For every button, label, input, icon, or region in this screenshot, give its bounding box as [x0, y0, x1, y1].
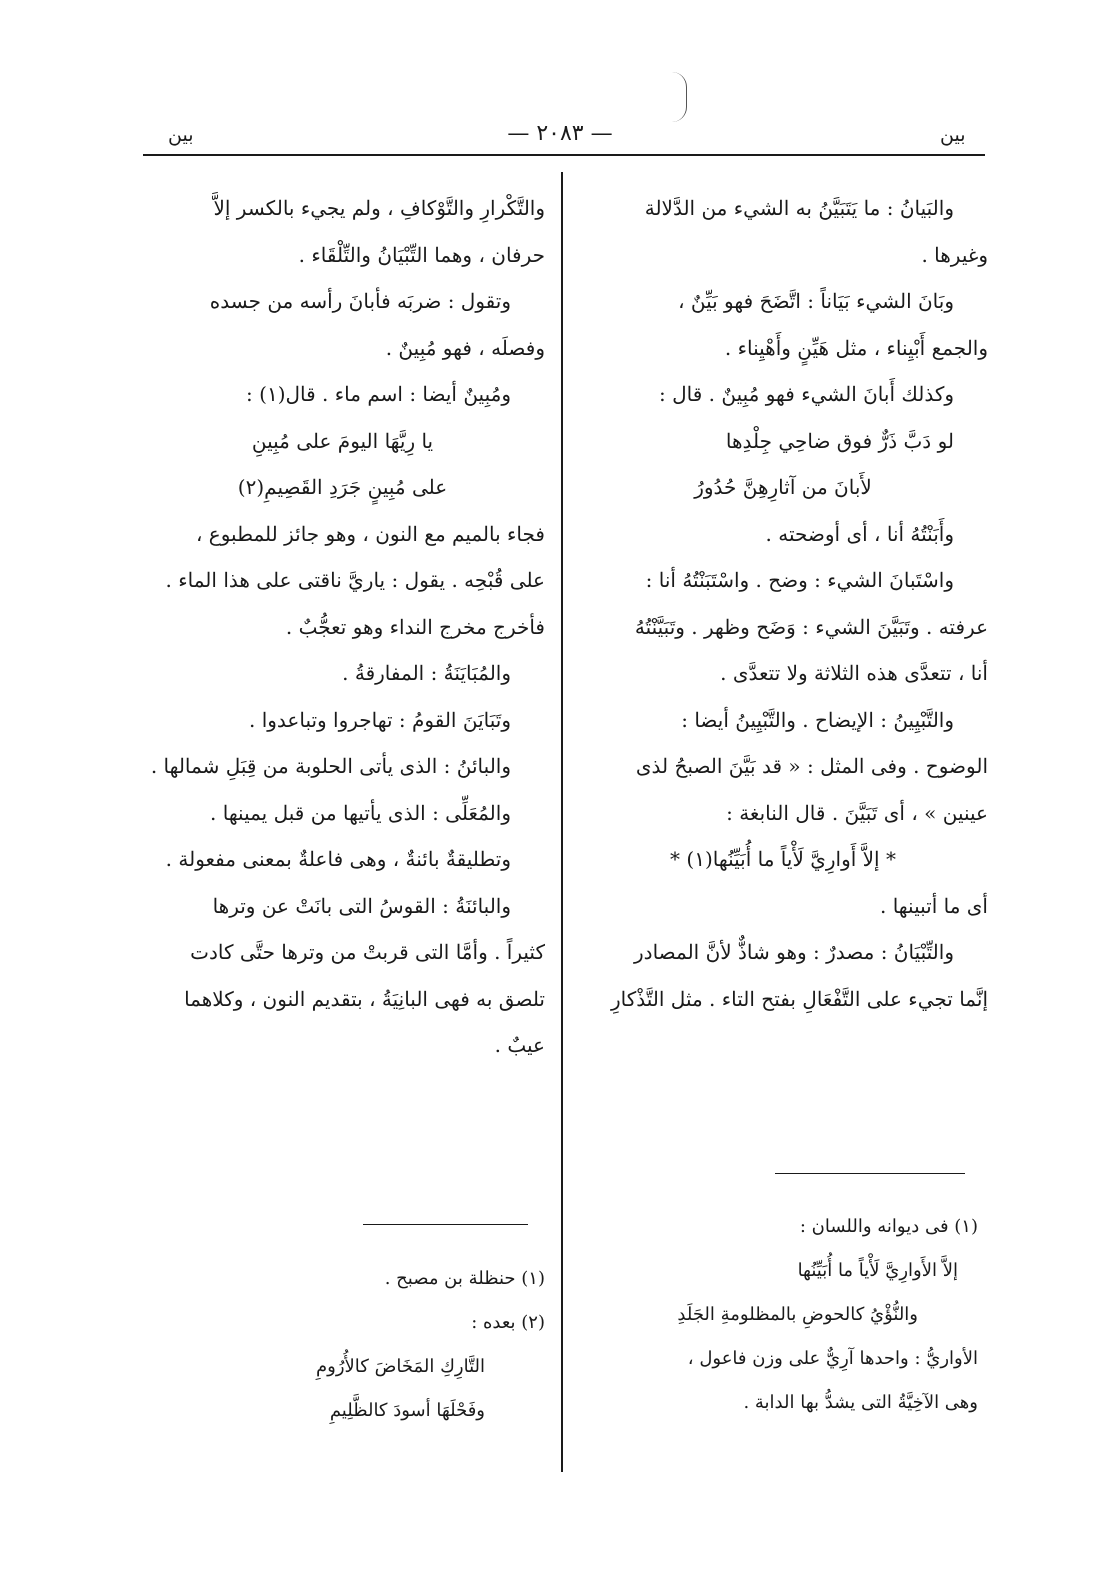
text-line: والتِّبْيَانُ : مصدرٌ : وهو شاذٌّ لأنَّ المصادر [634, 940, 954, 964]
verse-line: لأَبانَ من آثارِهِنَّ حُدُورُ [694, 475, 872, 499]
running-head-right: بين [940, 124, 966, 146]
text-line: عيبٌ . [494, 1033, 545, 1057]
text-line: وكذلك أَبانَ الشيء فهو مُبِينٌ . قال : [659, 382, 954, 406]
text-line: عينين » ، أى تَبَيَّنَ . قال النابغة : [726, 800, 988, 825]
footnote-line: وهى الآخِيَّةُ التى يشدُّ بها الدابة . [743, 1392, 978, 1413]
footnote-line: (٢) بعده : [471, 1312, 545, 1333]
footnote-line: (١) حنظلة بن مصبح . [384, 1268, 545, 1289]
right-column [578, 185, 988, 1022]
verse-line: لو دَبَّ ذَرٌّ فوق ضاحِي جِلْدِها [725, 428, 954, 453]
left-column [140, 185, 545, 1069]
footnote-line: (١) فى ديوانه واللسان : [799, 1216, 978, 1237]
left-footnotes [170, 1257, 545, 1433]
margin-mark [672, 72, 687, 122]
column-divider [561, 172, 563, 1472]
text-line: وأَبَنْتُهُ أنا ، أى أوضحته . [765, 521, 954, 546]
text-line: الوضوح . وفى المثل : « قد بَيَّنَ الصبحُ لذى [635, 754, 988, 778]
verse-line: * إلاَّ أَوارِيَّ لَأْياً ما أُبَيِّنُها(١) * [670, 847, 896, 871]
text-line: تلصق به فهى البانِيَةُ ، بتقديم النون ، وكلاهما [184, 986, 545, 1011]
verse-line: على مُبِينٍ جَرَدِ القَصِيمِ(٢) [237, 475, 448, 499]
text-line: والبائنَةُ : القوسُ التى بانَتْ عن وترها [212, 893, 511, 918]
text-line: حرفان ، وهما التِّبْيَانُ والتِّلْقَاء . [298, 242, 545, 267]
text-line: فأخرج مخرج النداء وهو تعجُّبٌ . [285, 614, 545, 639]
text-line: والبائنُ : الذى يأتى الحلوبة من قِبَلِ شمالها . [150, 754, 511, 778]
page-number: — ٢٠٨٣ — [507, 121, 613, 146]
right-footnotes [578, 1205, 978, 1425]
running-head-left: بين [168, 124, 194, 146]
text-line: والتَّكْرارِ والتَّوْكافِ ، ولم يجيء بالكسر إلاَّ [213, 196, 545, 220]
text-line: وتَبَايَنَ القومُ : تهاجروا وتباعدوا . [248, 707, 511, 732]
text-line: كثيراً . وأمَّا التى قربتْ من وترها حتَّى كادت [190, 940, 545, 964]
footnote-verse: إلاَّ الأَوارِيَّ لَأْياً ما أُبَيِّنُها [797, 1260, 958, 1281]
text-line: والتَّبْيِينُ : الإيضاح . والتَّبْيِينُ أيضا : [681, 707, 954, 732]
header-rule [143, 154, 985, 156]
text-line: على قُبْحِه . يقول : ياريَّ ناقتى على هذا الماء . [165, 568, 545, 592]
text-line: وغيرها . [921, 242, 988, 267]
text-line: أى ما أتبينها . [880, 893, 988, 918]
text-line: والمُعَلِّى : الذى يأتيها من قبل يمينها . [210, 800, 511, 825]
text-line: والبَيانُ : ما يَتَبَيَّنُ به الشيء من الدَّلالة [644, 196, 954, 220]
footnote-line: الأواريُّ : واحدها آرِيٌّ على وزن فاعول ، [687, 1348, 978, 1369]
text-line: والجمع أَبْيِناء ، مثل هَيِّنٍ وأَهْيِناء . [724, 335, 988, 360]
text-line: وبَانَ الشيء بَيَاناً : اتَّضَحَ فهو بَيِّنٌ ، [678, 289, 954, 313]
footnote-verse: التَّارِكِ المَخَاضَ كالأُرُومِ [316, 1356, 485, 1377]
text-line: وتطليقةٌ بائنةٌ ، وهى فاعلةٌ بمعنى مفعولة . [165, 847, 511, 871]
text-line: وتقول : ضربَه فأبانَ رأسه من جسده [209, 289, 511, 313]
text-line: وفصلَه ، فهو مُبِينٌ . [385, 335, 545, 360]
footnote-rule [775, 1173, 965, 1174]
verse-line: يا رِيَّهَا اليومَ على مُبِينِ [251, 428, 434, 453]
text-line: والمُبَايَنَةُ : المفارقةُ . [342, 661, 511, 685]
text-line: فجاء بالميم مع النون ، وهو جائز للمطبوع ، [195, 521, 545, 546]
text-line: واسْتَبانَ الشيء : وضح . واسْتَبَنْتُهُ أنا : [645, 568, 954, 592]
footnote-rule [363, 1224, 528, 1225]
text-line: ومُبِينٌ أيضا : اسم ماء . قال(١) : [246, 382, 511, 406]
text-line: عرفته . وتَبَيَّنَ الشيء : وَضَح وظهر . وتَبَيَّنْتُهُ [634, 614, 988, 639]
footnote-verse: والنُّؤْيُ كالحوضِ بالمظلومةِ الجَلَدِ [677, 1304, 918, 1325]
footnote-verse: وفَحْلَهَا أسودَ كالظَّلِيمِ [329, 1400, 485, 1421]
text-line: إنَّما تجيء على التَّفْعَالِ بفتح التاء . مثل التَّذْكارِ [610, 986, 988, 1011]
text-line: أنا ، تتعدَّى هذه الثلاثة ولا تتعدَّى . [720, 661, 988, 685]
